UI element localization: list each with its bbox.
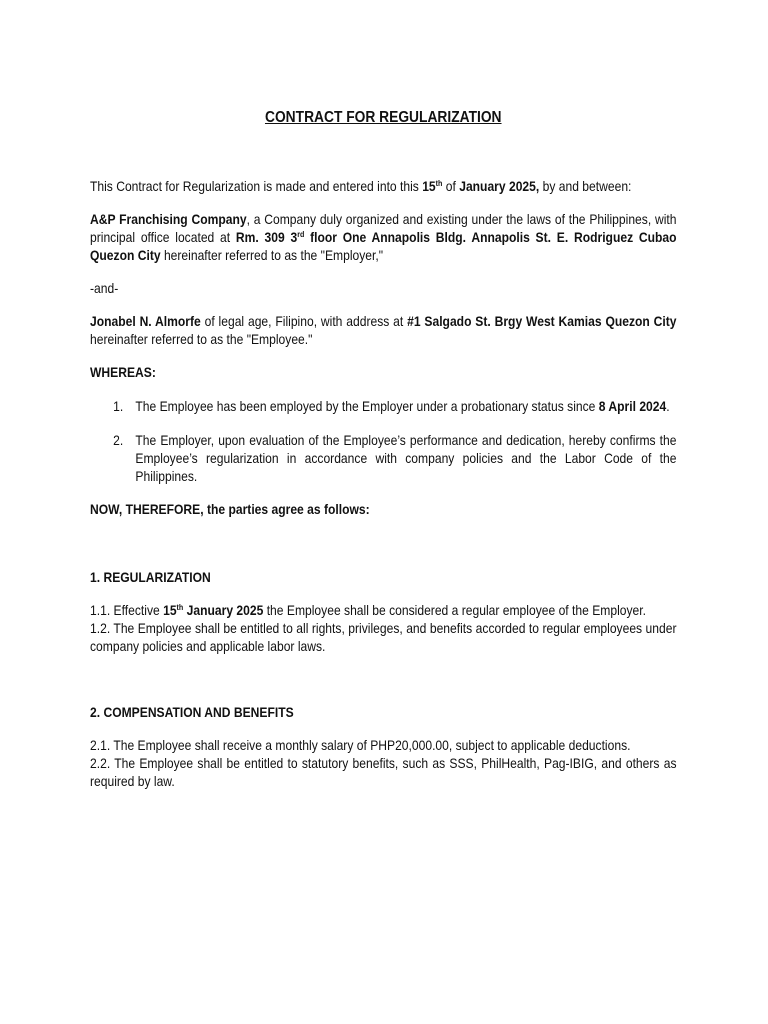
section-heading-compensation: 2. COMPENSATION AND BENEFITS — [90, 705, 294, 720]
section2-clause-2-1: 2.1. The Employee shall receive a monthly salary of PHP20,000.00, subject to applicable deductions. — [90, 738, 631, 753]
employer-paragraph: A&P Franchising Company, a Company duly organized and existing under the laws of the Philippines, with principal office located at Rm. 309 3rd floor One Annapolis Bldg. Annapolis St. E. Rodriguez Cubao Quezon City hereinafter referred to as the "Employer," — [90, 212, 677, 263]
document-body — [90, 107, 677, 791]
employer-name: A&P Franchising Company — [90, 212, 247, 227]
whereas-item: 2. The Employer, upon evaluation of the Employee’s performance and dedication, hereby confirms the Employee’s regularization in accordance with company policies and the Labor Code of the Philippines. — [113, 433, 677, 484]
list-number: 1. — [113, 399, 124, 414]
and-separator: -and- — [90, 281, 119, 296]
employee-address: #1 Salgado St. Brgy West Kamias Quezon City — [407, 314, 677, 329]
intro-paragraph: This Contract for Regularization is made and entered into this 15th of January 2025, by and between: — [90, 179, 632, 194]
section2-clause-2-2: 2.2. The Employee shall be entitled to statutory benefits, such as SSS, PhilHealth, Pag-IBIG, and others as required by law. — [90, 756, 677, 789]
document-title: CONTRACT FOR REGULARIZATION — [264, 109, 502, 126]
whereas-heading: WHEREAS: — [90, 365, 156, 380]
employee-paragraph: Jonabel N. Almorfe of legal age, Filipino, with address at #1 Salgado St. Brgy West Kamias Quezon City hereinafter referred to as the "Employee." — [90, 314, 677, 347]
section-heading-regularization: 1. REGULARIZATION — [90, 570, 211, 585]
whereas-list — [90, 398, 677, 486]
contract-month-year: January 2025, — [459, 179, 540, 194]
now-therefore: NOW, THEREFORE, the parties agree as follows: — [90, 502, 370, 517]
whereas-item: 1. The Employee has been employed by the Employer under a probationary status since 8 April 2024. — [113, 399, 670, 414]
employee-name: Jonabel N. Almorfe — [90, 314, 201, 329]
contract-day: 15th — [422, 179, 443, 194]
section1-clause-1-2: 1.2. The Employee shall be entitled to all rights, privileges, and benefits accorded to regular employees under company policies and applicable labor laws. — [90, 621, 677, 654]
list-number: 2. — [113, 433, 124, 448]
section1-clause-1-1: 1.1. Effective 15th January 2025 the Employee shall be considered a regular employee of the Employer. — [90, 603, 646, 618]
employer-address: Rm. 309 3rd floor One Annapolis Bldg. Annapolis St. E. Rodriguez Cubao Quezon City — [90, 230, 677, 263]
